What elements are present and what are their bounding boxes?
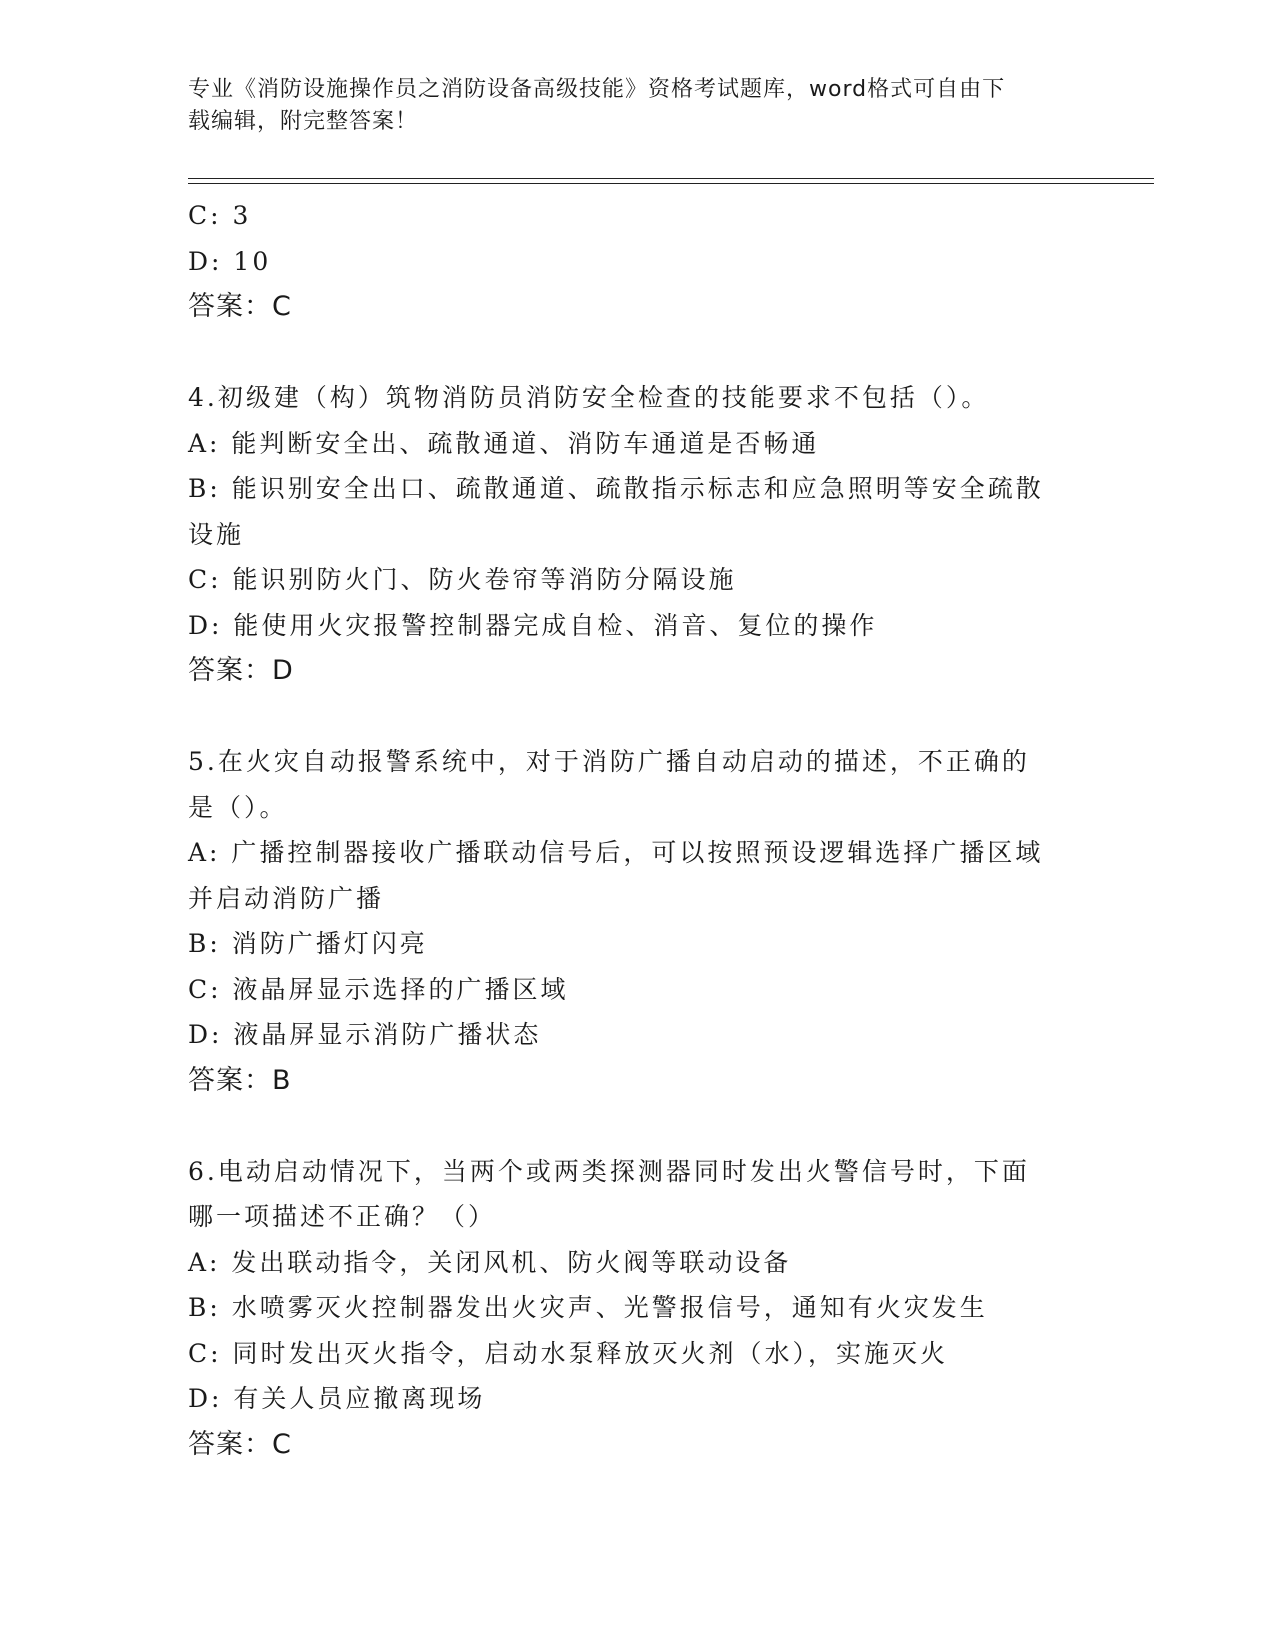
q6-stem-line-2: 哪一项描述不正确？（） [188, 1202, 497, 1231]
q6-answer: 答案：C [188, 1428, 292, 1460]
q4-option-c: C: 能识别防火门、防火卷帘等消防分隔设施 [188, 565, 737, 594]
q5-option-a-line-1: A: 广播控制器接收广播联动信号后，可以按照预设逻辑选择广播区域 [188, 838, 1044, 867]
q5-answer: 答案：B [188, 1064, 292, 1096]
q6-option-c: C: 同时发出灭火指令，启动水泵释放灭火剂（水），实施灭火 [188, 1338, 949, 1368]
spacer [188, 694, 1088, 740]
q4-stem: 4.初级建（构）筑物消防员消防安全检查的技能要求不包括（）。 [188, 383, 990, 412]
q6-stem-line-1: 6.电动启动情况下，当两个或两类探测器同时发出火警信号时，下面 [188, 1156, 1030, 1186]
q6-option-d: D: 有关人员应撤离现场 [188, 1384, 486, 1413]
spacer [188, 330, 1088, 376]
q5-option-d: D: 液晶屏显示消防广播状态 [188, 1020, 542, 1049]
header-rule-top [188, 178, 1154, 179]
document-header [188, 74, 1088, 138]
q4-option-d: D: 能使用火灾报警控制器完成自检、消音、复位的操作 [188, 610, 878, 640]
q6-option-b: B: 水喷雾灭火控制器发出火灾声、光警报信号，通知有火灾发生 [188, 1293, 988, 1322]
q5-option-b: B: 消防广播灯闪亮 [188, 929, 428, 958]
q3-option-d: D: 10 [188, 246, 272, 276]
q6-option-a: A: 发出联动指令，关闭风机、防火阀等联动设备 [188, 1247, 792, 1277]
q5-stem-line-2: 是（）。 [188, 792, 288, 822]
q4-option-b-line-2: 设施 [188, 519, 245, 549]
question-content [188, 193, 1088, 1467]
q5-option-c: C: 液晶屏显示选择的广播区域 [188, 974, 569, 1004]
header-rule-bottom [188, 183, 1154, 184]
q4-option-a: A: 能判断安全出、疏散通道、消防车通道是否畅通 [188, 428, 820, 458]
q4-answer: 答案：D [188, 655, 294, 686]
spacer [188, 1103, 1088, 1149]
header-line-2: 载编辑，附完整答案！ [188, 109, 419, 134]
q5-option-a-line-2: 并启动消防广播 [188, 883, 385, 913]
q3-option-c: C: 3 [188, 201, 252, 230]
header-line-1: 专业《消防设施操作员之消防设备高级技能》资格考试题库，word格式可自由下 [188, 77, 1006, 102]
q5-stem-line-1: 5.在火灾自动报警系统中，对于消防广播自动启动的描述，不正确的 [188, 747, 1030, 776]
q3-answer: 答案：C [188, 291, 292, 322]
q4-option-b-line-1: B: 能识别安全出口、疏散通道、疏散指示标志和应急照明等安全疏散 [188, 474, 1044, 503]
